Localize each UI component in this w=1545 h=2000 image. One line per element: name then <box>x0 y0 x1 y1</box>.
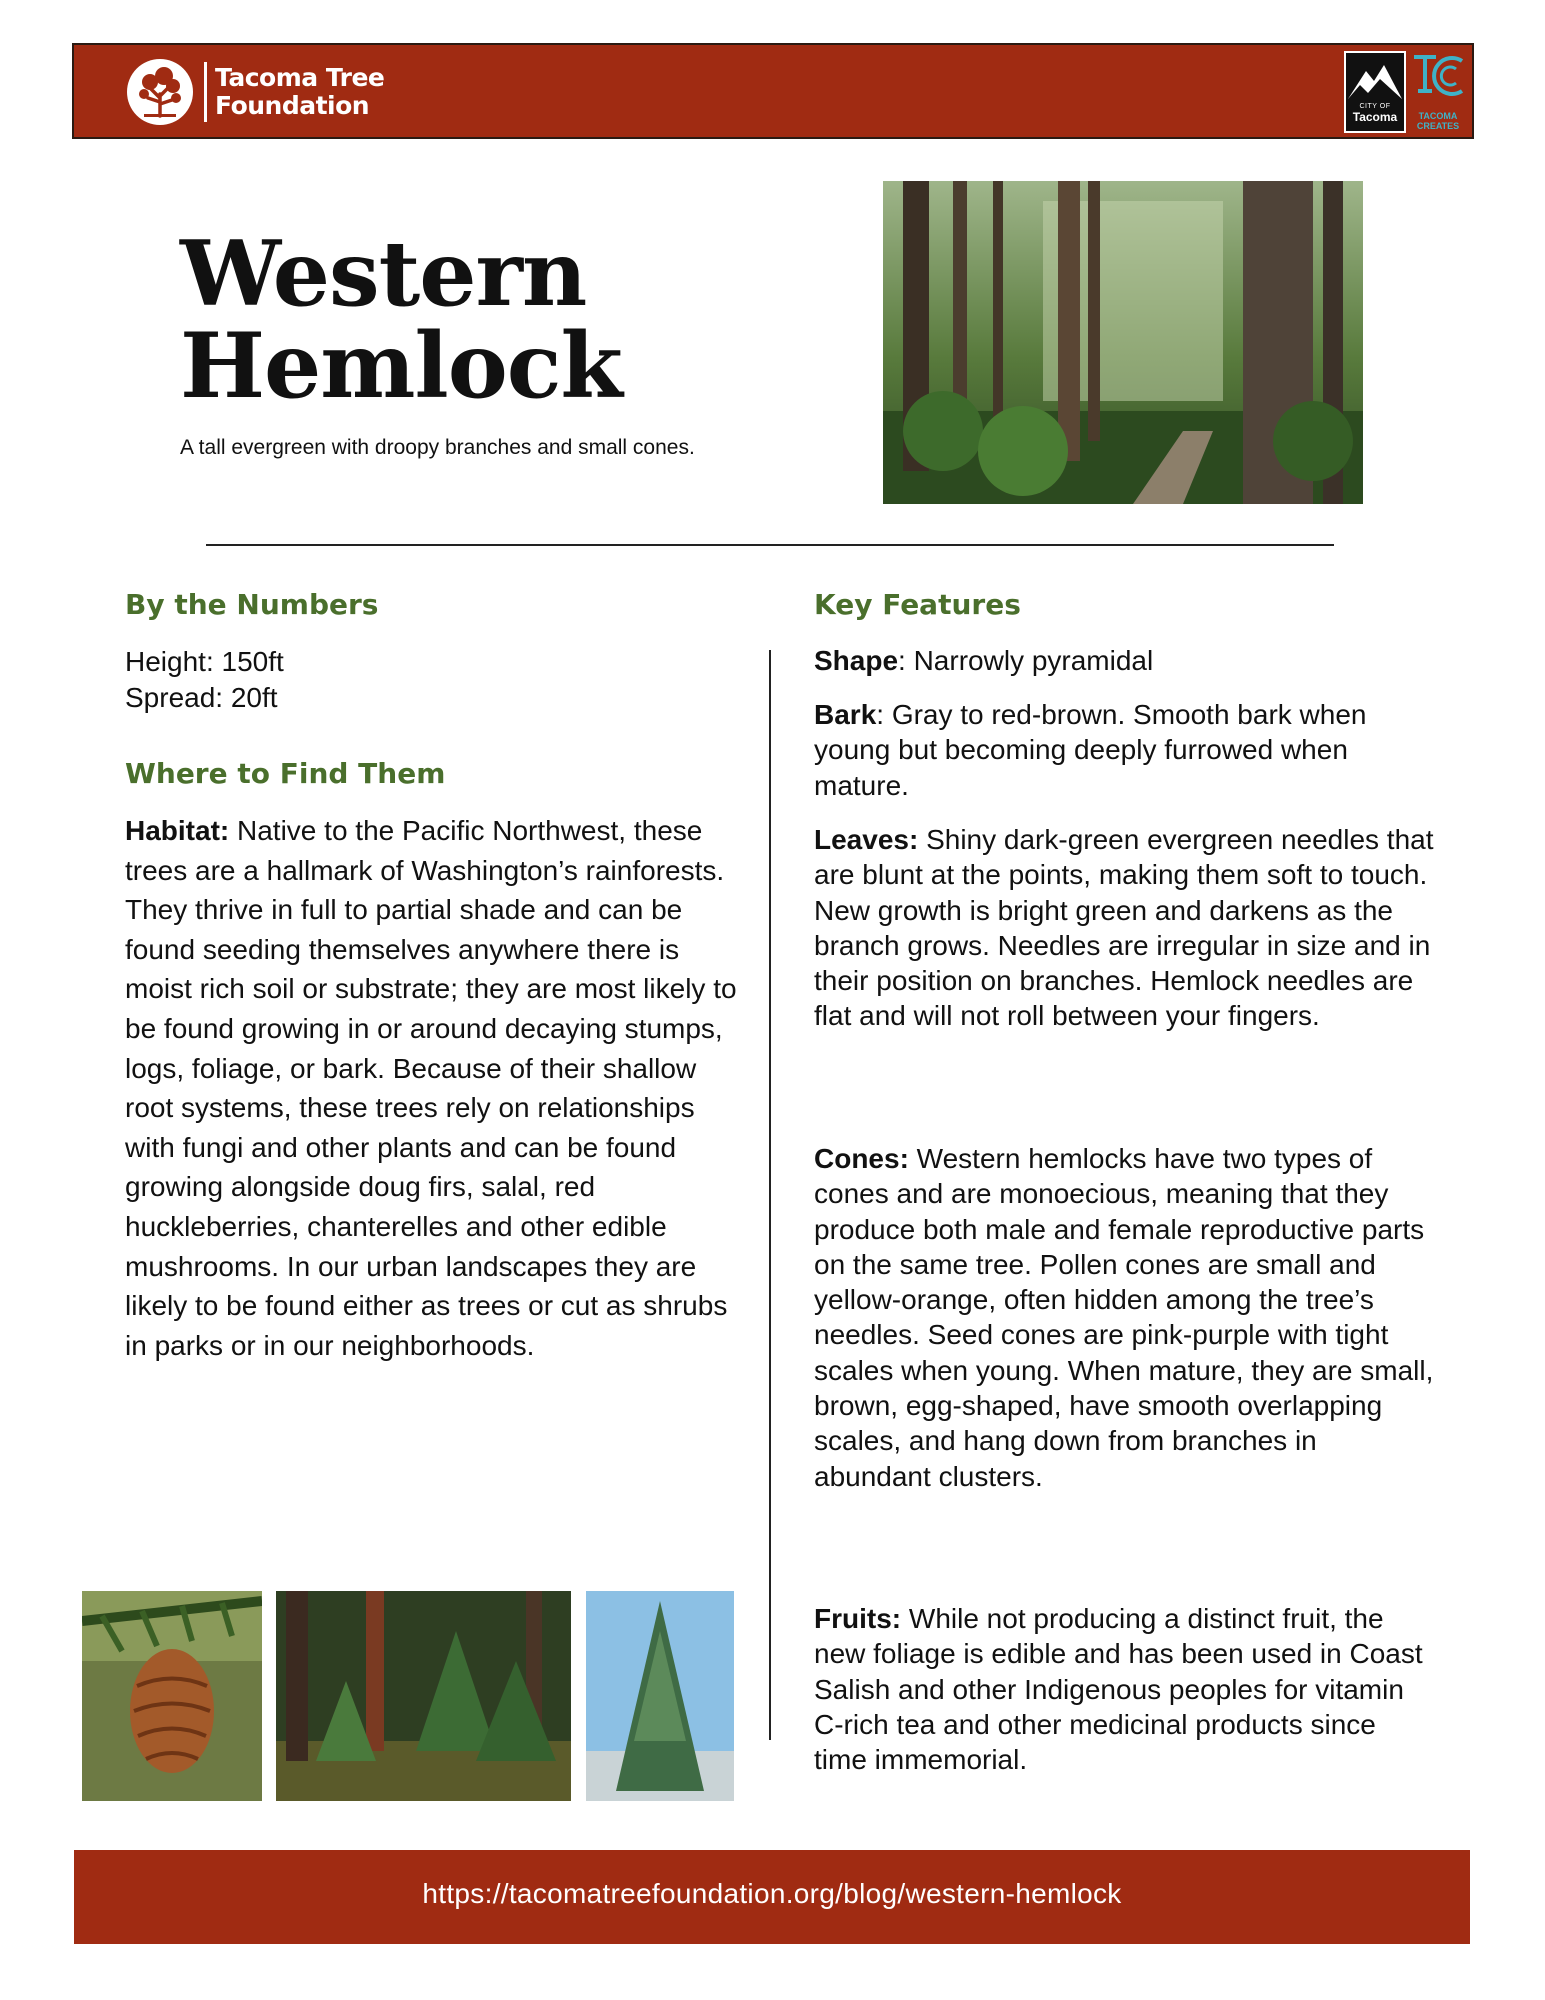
logo-line-2: Foundation <box>215 91 370 120</box>
creates-line-2: CREATES <box>1416 121 1460 131</box>
tacoma-tree-foundation-logo[interactable] <box>126 55 384 129</box>
hemlock-saplings-photo <box>276 1591 571 1801</box>
footer-bar <box>74 1850 1470 1944</box>
tree-seal-icon <box>126 58 194 126</box>
section-divider <box>206 544 1334 546</box>
bark-feature <box>814 697 1434 803</box>
forest-trail-photo <box>883 181 1363 504</box>
logo-line-1: Tacoma Tree <box>215 63 385 92</box>
fruits-text: While not producing a distinct fruit, the new foliage is edible and has been used in Coast Salish and other Indigenous peoples for vitamin C-rich tea and other medicinal products since time immemorial. <box>814 1603 1423 1776</box>
numbers-list <box>125 644 284 716</box>
page-title <box>180 221 622 419</box>
bark-text: : Gray to red-brown. Smooth bark when young but becoming deeply furrowed when mature. <box>814 699 1367 801</box>
footer-url-link[interactable]: https://tacomatreefoundation.org/blog/western-hemlock <box>422 1878 1122 1909</box>
habitat-text: Native to the Pacific Northwest, these trees are a hallmark of Washington’s rainforests. They thrive in full to partial shade and can be found seeding themselves anywhere there is moist rich soil or substrate; they are most likely to be found growing in or around decaying stumps, logs, foliage, or bark. Because of their shallow root systems, these trees rely on relationships with fungi and other plants and can be found growing alongside doug firs, salal, red huckleberries, chanterelles and other edible mushrooms. In our urban landscapes they are likely to be found either as trees or cut as shrubs in parks or in our neighborhoods. <box>125 815 737 1361</box>
hemlock-cone-photo <box>82 1591 262 1801</box>
city-of-label: CITY OF <box>1359 103 1391 110</box>
hemlock-tree-sky-photo <box>586 1591 734 1801</box>
cones-text: Western hemlocks have two types of cones and are monoecious, meaning that they produce both male and female reproductive parts on the same tree. Pollen cones are small and yellow-orange, often hidden among the tree’s needles. Seed cones are pink-purple with tight scales when young. When mature, they are small, brown, egg-shaped, have smooth overlapping scales, and hang down from branches in abundant clusters. <box>814 1143 1434 1492</box>
page-subtitle: A tall evergreen with droopy branches and small cones. <box>180 436 695 459</box>
header-bar <box>72 43 1474 139</box>
tacoma-creates-label <box>1410 111 1466 131</box>
bark-label: Bark <box>814 699 877 730</box>
where-to-find-heading: Where to Find Them <box>125 757 446 790</box>
cones-label: Cones: <box>814 1143 909 1174</box>
title-line-1: Western <box>180 221 587 327</box>
tc-monogram-icon <box>1410 51 1466 107</box>
by-the-numbers-heading: By the Numbers <box>125 588 379 621</box>
mountain-icon <box>1346 55 1404 101</box>
column-divider <box>769 650 771 1740</box>
tacoma-label: Tacoma <box>1352 110 1398 124</box>
leaves-text: Shiny dark-green evergreen needles that are blunt at the points, making them soft to touch. New growth is bright green and darkens as the branch grows. Needles are irregular in size and in their position on branches. Hemlock needles are flat and will not roll between your fingers. <box>814 824 1434 1032</box>
fruits-feature <box>814 1601 1434 1777</box>
creates-line-1: TACOMA <box>1418 111 1458 121</box>
logo-wordmark <box>215 64 384 120</box>
leaves-label: Leaves: <box>814 824 919 855</box>
key-features-heading: Key Features <box>814 588 1021 621</box>
tacoma-creates-logo[interactable] <box>1410 51 1466 133</box>
shape-feature <box>814 643 1434 678</box>
cones-feature <box>814 1141 1434 1494</box>
fruits-label: Fruits: <box>814 1603 902 1634</box>
habitat-paragraph <box>125 811 745 1365</box>
shape-label: Shape <box>814 645 899 676</box>
title-line-2: Hemlock <box>180 313 622 419</box>
logo-divider <box>204 62 207 122</box>
city-of-tacoma-logo[interactable] <box>1344 51 1406 133</box>
shape-text: : Narrowly pyramidal <box>898 645 1154 676</box>
height-value: Height: 150ft <box>125 646 284 677</box>
spread-value: Spread: 20ft <box>125 682 278 713</box>
leaves-feature <box>814 822 1434 1034</box>
habitat-label: Habitat: <box>125 815 230 846</box>
